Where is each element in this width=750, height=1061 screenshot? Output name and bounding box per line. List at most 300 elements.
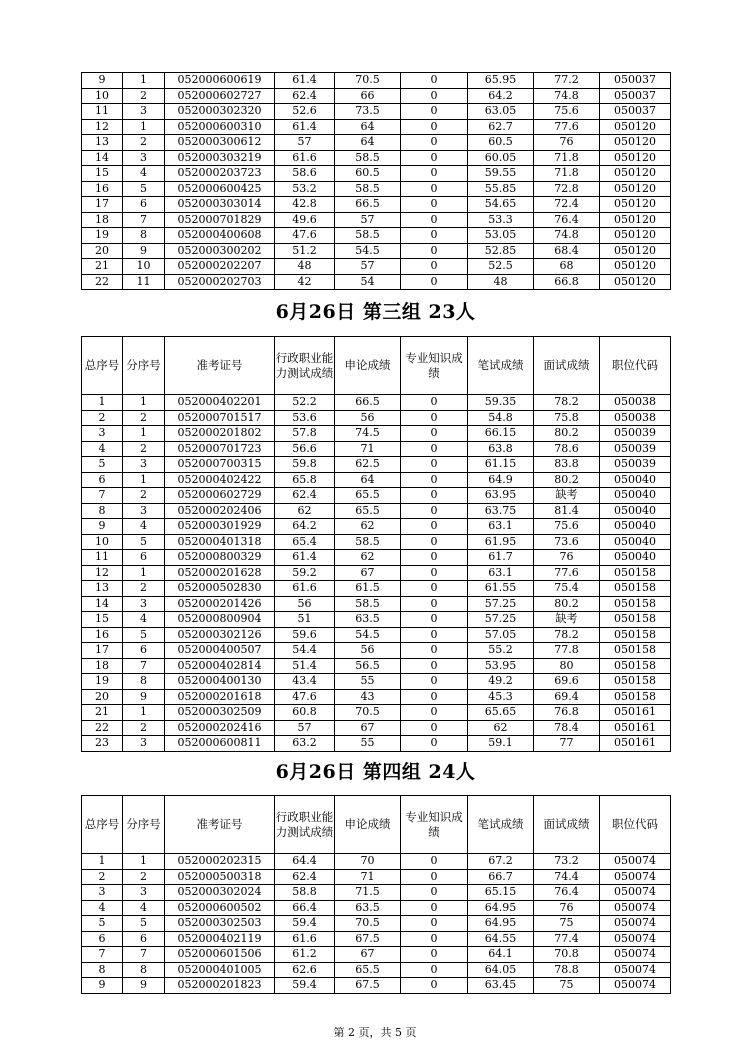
cell-position-code: 050040 (600, 519, 671, 535)
table-row (82, 689, 671, 705)
cell-interview-score: 74.4 (534, 869, 600, 885)
cell-position-code: 050161 (600, 720, 671, 736)
table-body (82, 854, 671, 994)
cell-total-no: 21 (82, 705, 123, 721)
cell-position-code: 050120 (600, 274, 671, 290)
cell-aptitude-score: 59.4 (275, 916, 335, 932)
cell-sub-no: 3 (123, 736, 165, 752)
cell-sub-no: 3 (123, 885, 165, 901)
cell-interview-score: 76 (534, 550, 600, 566)
cell-aptitude-score: 62.6 (275, 962, 335, 978)
cell-sub-no: 1 (123, 472, 165, 488)
table-row (82, 395, 671, 411)
cell-aptitude-score: 42.8 (275, 197, 335, 213)
cell-position-code: 050120 (600, 212, 671, 228)
cell-professional-score: 0 (401, 705, 468, 721)
cell-aptitude-score: 57 (275, 720, 335, 736)
cell-essay-score: 55 (335, 674, 401, 690)
cell-professional-score: 0 (401, 166, 468, 182)
cell-written-score: 67.2 (468, 854, 534, 870)
cell-professional-score: 0 (401, 978, 468, 994)
header-essay-score: 申论成绩 (335, 796, 401, 854)
cell-aptitude-score: 61.6 (275, 931, 335, 947)
cell-written-score: 63.1 (468, 519, 534, 535)
table-row (82, 596, 671, 612)
cell-professional-score: 0 (401, 135, 468, 151)
cell-position-code: 050040 (600, 534, 671, 550)
cell-written-score: 63.45 (468, 978, 534, 994)
cell-interview-score: 78.2 (534, 627, 600, 643)
cell-essay-score: 58.5 (335, 596, 401, 612)
cell-position-code: 050040 (600, 472, 671, 488)
table-row (82, 73, 671, 89)
cell-professional-score: 0 (401, 931, 468, 947)
cell-sub-no: 1 (123, 73, 165, 89)
header-exam-id: 准考证号 (165, 337, 275, 395)
table-row (82, 931, 671, 947)
cell-sub-no: 1 (123, 395, 165, 411)
cell-exam-id: 052000202406 (165, 503, 275, 519)
cell-sub-no: 9 (123, 689, 165, 705)
header-professional-score: 专业知识成绩 (401, 337, 468, 395)
cell-position-code: 050158 (600, 643, 671, 659)
cell-interview-score: 76.4 (534, 212, 600, 228)
cell-interview-score: 75.4 (534, 581, 600, 597)
cell-exam-id: 052000600310 (165, 119, 275, 135)
cell-sub-no: 10 (123, 259, 165, 275)
cell-position-code: 050040 (600, 503, 671, 519)
header-aptitude-score: 行政职业能力测试成绩 (275, 337, 335, 395)
table-row (82, 410, 671, 426)
cell-aptitude-score: 42 (275, 274, 335, 290)
cell-sub-no: 7 (123, 658, 165, 674)
cell-aptitude-score: 56.6 (275, 441, 335, 457)
cell-interview-score: 68 (534, 259, 600, 275)
cell-interview-score: 73.2 (534, 854, 600, 870)
cell-exam-id: 052000201426 (165, 596, 275, 612)
cell-written-score: 61.7 (468, 550, 534, 566)
cell-sub-no: 3 (123, 150, 165, 166)
table-row (82, 150, 671, 166)
cell-exam-id: 052000701829 (165, 212, 275, 228)
cell-sub-no: 1 (123, 854, 165, 870)
cell-position-code: 050037 (600, 104, 671, 120)
cell-exam-id: 052000303219 (165, 150, 275, 166)
cell-essay-score: 60.5 (335, 166, 401, 182)
table-header (82, 337, 671, 395)
cell-total-no: 1 (82, 395, 123, 411)
cell-sub-no: 1 (123, 705, 165, 721)
cell-sub-no: 2 (123, 441, 165, 457)
cell-written-score: 53.95 (468, 658, 534, 674)
table-row (82, 978, 671, 994)
cell-position-code: 050120 (600, 166, 671, 182)
cell-professional-score: 0 (401, 627, 468, 643)
cell-total-no: 9 (82, 519, 123, 535)
cell-professional-score: 0 (401, 259, 468, 275)
cell-interview-score: 80 (534, 658, 600, 674)
cell-interview-score: 72.8 (534, 181, 600, 197)
table-row (82, 457, 671, 473)
cell-position-code: 050158 (600, 581, 671, 597)
cell-sub-no: 2 (123, 488, 165, 504)
score-table-group-4 (81, 795, 671, 994)
cell-professional-score: 0 (401, 581, 468, 597)
cell-professional-score: 0 (401, 181, 468, 197)
cell-essay-score: 73.5 (335, 104, 401, 120)
cell-exam-id: 052000201823 (165, 978, 275, 994)
cell-exam-id: 052000400507 (165, 643, 275, 659)
cell-total-no: 2 (82, 869, 123, 885)
cell-position-code: 050074 (600, 978, 671, 994)
header-written-score: 笔试成绩 (468, 337, 534, 395)
cell-total-no: 13 (82, 135, 123, 151)
cell-professional-score: 0 (401, 426, 468, 442)
cell-professional-score: 0 (401, 658, 468, 674)
cell-sub-no: 7 (123, 947, 165, 963)
cell-professional-score: 0 (401, 565, 468, 581)
cell-position-code: 050074 (600, 931, 671, 947)
cell-sub-no: 3 (123, 596, 165, 612)
table-row (82, 104, 671, 120)
cell-written-score: 57.05 (468, 627, 534, 643)
cell-professional-score: 0 (401, 519, 468, 535)
table-row (82, 135, 671, 151)
cell-total-no: 21 (82, 259, 123, 275)
cell-essay-score: 66 (335, 88, 401, 104)
cell-written-score: 64.1 (468, 947, 534, 963)
header-exam-id: 准考证号 (165, 796, 275, 854)
cell-professional-score: 0 (401, 104, 468, 120)
cell-professional-score: 0 (401, 457, 468, 473)
cell-interview-score: 77.8 (534, 643, 600, 659)
cell-total-no: 8 (82, 962, 123, 978)
cell-essay-score: 58.5 (335, 228, 401, 244)
table-row (82, 720, 671, 736)
cell-written-score: 62.7 (468, 119, 534, 135)
cell-sub-no: 6 (123, 550, 165, 566)
cell-professional-score: 0 (401, 197, 468, 213)
cell-sub-no: 6 (123, 197, 165, 213)
cell-exam-id: 052000500318 (165, 869, 275, 885)
cell-position-code: 050074 (600, 916, 671, 932)
cell-written-score: 66.7 (468, 869, 534, 885)
cell-professional-score: 0 (401, 228, 468, 244)
cell-sub-no: 2 (123, 720, 165, 736)
cell-interview-score: 74.8 (534, 228, 600, 244)
table-row (82, 426, 671, 442)
cell-aptitude-score: 66.4 (275, 900, 335, 916)
cell-total-no: 19 (82, 674, 123, 690)
score-table-group-3 (81, 336, 671, 752)
cell-professional-score: 0 (401, 410, 468, 426)
cell-total-no: 7 (82, 488, 123, 504)
cell-exam-id: 052000203723 (165, 166, 275, 182)
cell-aptitude-score: 62.4 (275, 869, 335, 885)
header-total-no: 总序号 (82, 337, 123, 395)
cell-exam-id: 052000201802 (165, 426, 275, 442)
cell-professional-score: 0 (401, 947, 468, 963)
cell-written-score: 64.95 (468, 916, 534, 932)
cell-total-no: 1 (82, 854, 123, 870)
table-row (82, 658, 671, 674)
cell-position-code: 050038 (600, 410, 671, 426)
cell-professional-score: 0 (401, 503, 468, 519)
header-sub-no: 分序号 (123, 796, 165, 854)
header-position-code: 职位代码 (600, 337, 671, 395)
table-row (82, 736, 671, 752)
cell-written-score: 63.1 (468, 565, 534, 581)
cell-aptitude-score: 57 (275, 135, 335, 151)
cell-aptitude-score: 59.4 (275, 978, 335, 994)
cell-essay-score: 71 (335, 441, 401, 457)
cell-aptitude-score: 62 (275, 503, 335, 519)
table-row (82, 674, 671, 690)
cell-position-code: 050120 (600, 228, 671, 244)
score-table-group-continued (81, 72, 671, 290)
cell-interview-score: 75 (534, 978, 600, 994)
cell-total-no: 18 (82, 658, 123, 674)
cell-written-score: 59.55 (468, 166, 534, 182)
cell-interview-score: 73.6 (534, 534, 600, 550)
cell-position-code: 050074 (600, 947, 671, 963)
cell-essay-score: 43 (335, 689, 401, 705)
cell-essay-score: 65.5 (335, 503, 401, 519)
cell-exam-id: 052000201618 (165, 689, 275, 705)
cell-position-code: 050074 (600, 962, 671, 978)
cell-written-score: 53.3 (468, 212, 534, 228)
cell-position-code: 050037 (600, 73, 671, 89)
cell-aptitude-score: 62.4 (275, 488, 335, 504)
cell-essay-score: 71.5 (335, 885, 401, 901)
cell-written-score: 54.65 (468, 197, 534, 213)
cell-professional-score: 0 (401, 119, 468, 135)
cell-position-code: 050039 (600, 441, 671, 457)
table-row (82, 534, 671, 550)
cell-professional-score: 0 (401, 441, 468, 457)
table-row (82, 550, 671, 566)
cell-sub-no: 4 (123, 900, 165, 916)
cell-aptitude-score: 49.6 (275, 212, 335, 228)
cell-position-code: 050120 (600, 243, 671, 259)
cell-interview-score: 75.8 (534, 410, 600, 426)
table-row (82, 854, 671, 870)
cell-essay-score: 65.5 (335, 962, 401, 978)
cell-position-code: 050158 (600, 658, 671, 674)
cell-essay-score: 54 (335, 274, 401, 290)
cell-written-score: 63.75 (468, 503, 534, 519)
cell-interview-score: 76.4 (534, 885, 600, 901)
cell-total-no: 20 (82, 689, 123, 705)
cell-written-score: 63.95 (468, 488, 534, 504)
table-row (82, 472, 671, 488)
header-row (82, 796, 671, 854)
cell-essay-score: 58.5 (335, 150, 401, 166)
cell-position-code: 050158 (600, 612, 671, 628)
cell-written-score: 53.05 (468, 228, 534, 244)
cell-essay-score: 55 (335, 736, 401, 752)
cell-interview-score: 77.2 (534, 73, 600, 89)
cell-total-no: 5 (82, 457, 123, 473)
cell-exam-id: 052000301929 (165, 519, 275, 535)
cell-total-no: 6 (82, 931, 123, 947)
cell-written-score: 60.5 (468, 135, 534, 151)
cell-position-code: 050158 (600, 596, 671, 612)
cell-interview-score: 75 (534, 916, 600, 932)
table-row (82, 197, 671, 213)
cell-essay-score: 54.5 (335, 243, 401, 259)
cell-position-code: 050161 (600, 736, 671, 752)
cell-written-score: 64.9 (468, 472, 534, 488)
cell-interview-score: 70.8 (534, 947, 600, 963)
cell-essay-score: 57 (335, 259, 401, 275)
cell-interview-score: 80.2 (534, 472, 600, 488)
cell-total-no: 16 (82, 627, 123, 643)
cell-sub-no: 3 (123, 457, 165, 473)
cell-aptitude-score: 59.8 (275, 457, 335, 473)
cell-total-no: 12 (82, 565, 123, 581)
cell-exam-id: 052000402814 (165, 658, 275, 674)
cell-written-score: 48 (468, 274, 534, 290)
cell-aptitude-score: 56 (275, 596, 335, 612)
cell-interview-score: 75.6 (534, 104, 600, 120)
cell-total-no: 5 (82, 916, 123, 932)
cell-essay-score: 67 (335, 565, 401, 581)
cell-total-no: 6 (82, 472, 123, 488)
cell-position-code: 050038 (600, 395, 671, 411)
cell-sub-no: 6 (123, 643, 165, 659)
table-row (82, 212, 671, 228)
cell-interview-score: 78.6 (534, 441, 600, 457)
cell-total-no: 17 (82, 643, 123, 659)
cell-aptitude-score: 63.2 (275, 736, 335, 752)
cell-exam-id: 052000602729 (165, 488, 275, 504)
header-aptitude-score: 行政职业能力测试成绩 (275, 796, 335, 854)
cell-exam-id: 052000302024 (165, 885, 275, 901)
cell-total-no: 8 (82, 503, 123, 519)
cell-written-score: 57.25 (468, 612, 534, 628)
cell-essay-score: 70.5 (335, 916, 401, 932)
cell-sub-no: 5 (123, 627, 165, 643)
cell-essay-score: 63.5 (335, 612, 401, 628)
cell-sub-no: 4 (123, 612, 165, 628)
cell-interview-score: 76.8 (534, 705, 600, 721)
cell-essay-score: 56 (335, 410, 401, 426)
cell-total-no: 14 (82, 150, 123, 166)
cell-aptitude-score: 59.6 (275, 627, 335, 643)
cell-interview-score: 80.2 (534, 596, 600, 612)
cell-sub-no: 9 (123, 243, 165, 259)
cell-sub-no: 1 (123, 565, 165, 581)
cell-written-score: 59.35 (468, 395, 534, 411)
cell-written-score: 65.15 (468, 885, 534, 901)
cell-total-no: 15 (82, 166, 123, 182)
cell-aptitude-score: 54.4 (275, 643, 335, 659)
cell-essay-score: 67 (335, 947, 401, 963)
cell-sub-no: 2 (123, 135, 165, 151)
table-body (82, 395, 671, 752)
cell-position-code: 050158 (600, 627, 671, 643)
table-row (82, 612, 671, 628)
header-professional-score: 专业知识成绩 (401, 796, 468, 854)
table-row (82, 519, 671, 535)
cell-interview-score: 69.6 (534, 674, 600, 690)
group-3-title: 6月26日 第三组 23人 (275, 301, 476, 323)
cell-interview-score: 66.8 (534, 274, 600, 290)
cell-essay-score: 54.5 (335, 627, 401, 643)
cell-sub-no: 5 (123, 916, 165, 932)
cell-interview-score: 缺考 (534, 612, 600, 628)
cell-total-no: 18 (82, 212, 123, 228)
cell-interview-score: 75.6 (534, 519, 600, 535)
cell-aptitude-score: 65.8 (275, 472, 335, 488)
cell-exam-id: 052000600811 (165, 736, 275, 752)
cell-professional-score: 0 (401, 550, 468, 566)
cell-essay-score: 67.5 (335, 931, 401, 947)
cell-exam-id: 052000302503 (165, 916, 275, 932)
cell-interview-score: 68.4 (534, 243, 600, 259)
cell-essay-score: 67.5 (335, 978, 401, 994)
cell-professional-score: 0 (401, 869, 468, 885)
table-row (82, 900, 671, 916)
cell-sub-no: 2 (123, 410, 165, 426)
cell-aptitude-score: 64.4 (275, 854, 335, 870)
cell-aptitude-score: 61.4 (275, 119, 335, 135)
cell-exam-id: 052000303014 (165, 197, 275, 213)
cell-written-score: 65.95 (468, 73, 534, 89)
cell-sub-no: 6 (123, 931, 165, 947)
cell-total-no: 22 (82, 720, 123, 736)
cell-aptitude-score: 60.8 (275, 705, 335, 721)
cell-position-code: 050120 (600, 135, 671, 151)
cell-sub-no: 4 (123, 166, 165, 182)
cell-exam-id: 052000202416 (165, 720, 275, 736)
cell-total-no: 11 (82, 104, 123, 120)
cell-sub-no: 9 (123, 978, 165, 994)
cell-written-score: 54.8 (468, 410, 534, 426)
table-row (82, 947, 671, 963)
cell-professional-score: 0 (401, 150, 468, 166)
cell-total-no: 22 (82, 274, 123, 290)
cell-position-code: 050158 (600, 674, 671, 690)
cell-interview-score: 80.2 (534, 426, 600, 442)
cell-essay-score: 62 (335, 550, 401, 566)
cell-position-code: 050158 (600, 565, 671, 581)
table-row (82, 643, 671, 659)
cell-sub-no: 7 (123, 212, 165, 228)
table-row (82, 916, 671, 932)
cell-position-code: 050037 (600, 88, 671, 104)
cell-aptitude-score: 65.4 (275, 534, 335, 550)
cell-professional-score: 0 (401, 488, 468, 504)
cell-position-code: 050120 (600, 197, 671, 213)
cell-position-code: 050074 (600, 885, 671, 901)
table-row (82, 259, 671, 275)
header-interview-score: 面试成绩 (534, 337, 600, 395)
cell-essay-score: 67 (335, 720, 401, 736)
table-row (82, 503, 671, 519)
cell-professional-score: 0 (401, 885, 468, 901)
cell-interview-score: 78.2 (534, 395, 600, 411)
cell-professional-score: 0 (401, 643, 468, 659)
cell-total-no: 2 (82, 410, 123, 426)
cell-written-score: 64.05 (468, 962, 534, 978)
cell-total-no: 9 (82, 978, 123, 994)
cell-essay-score: 64 (335, 119, 401, 135)
cell-exam-id: 052000402422 (165, 472, 275, 488)
cell-interview-score: 71.8 (534, 150, 600, 166)
cell-professional-score: 0 (401, 73, 468, 89)
